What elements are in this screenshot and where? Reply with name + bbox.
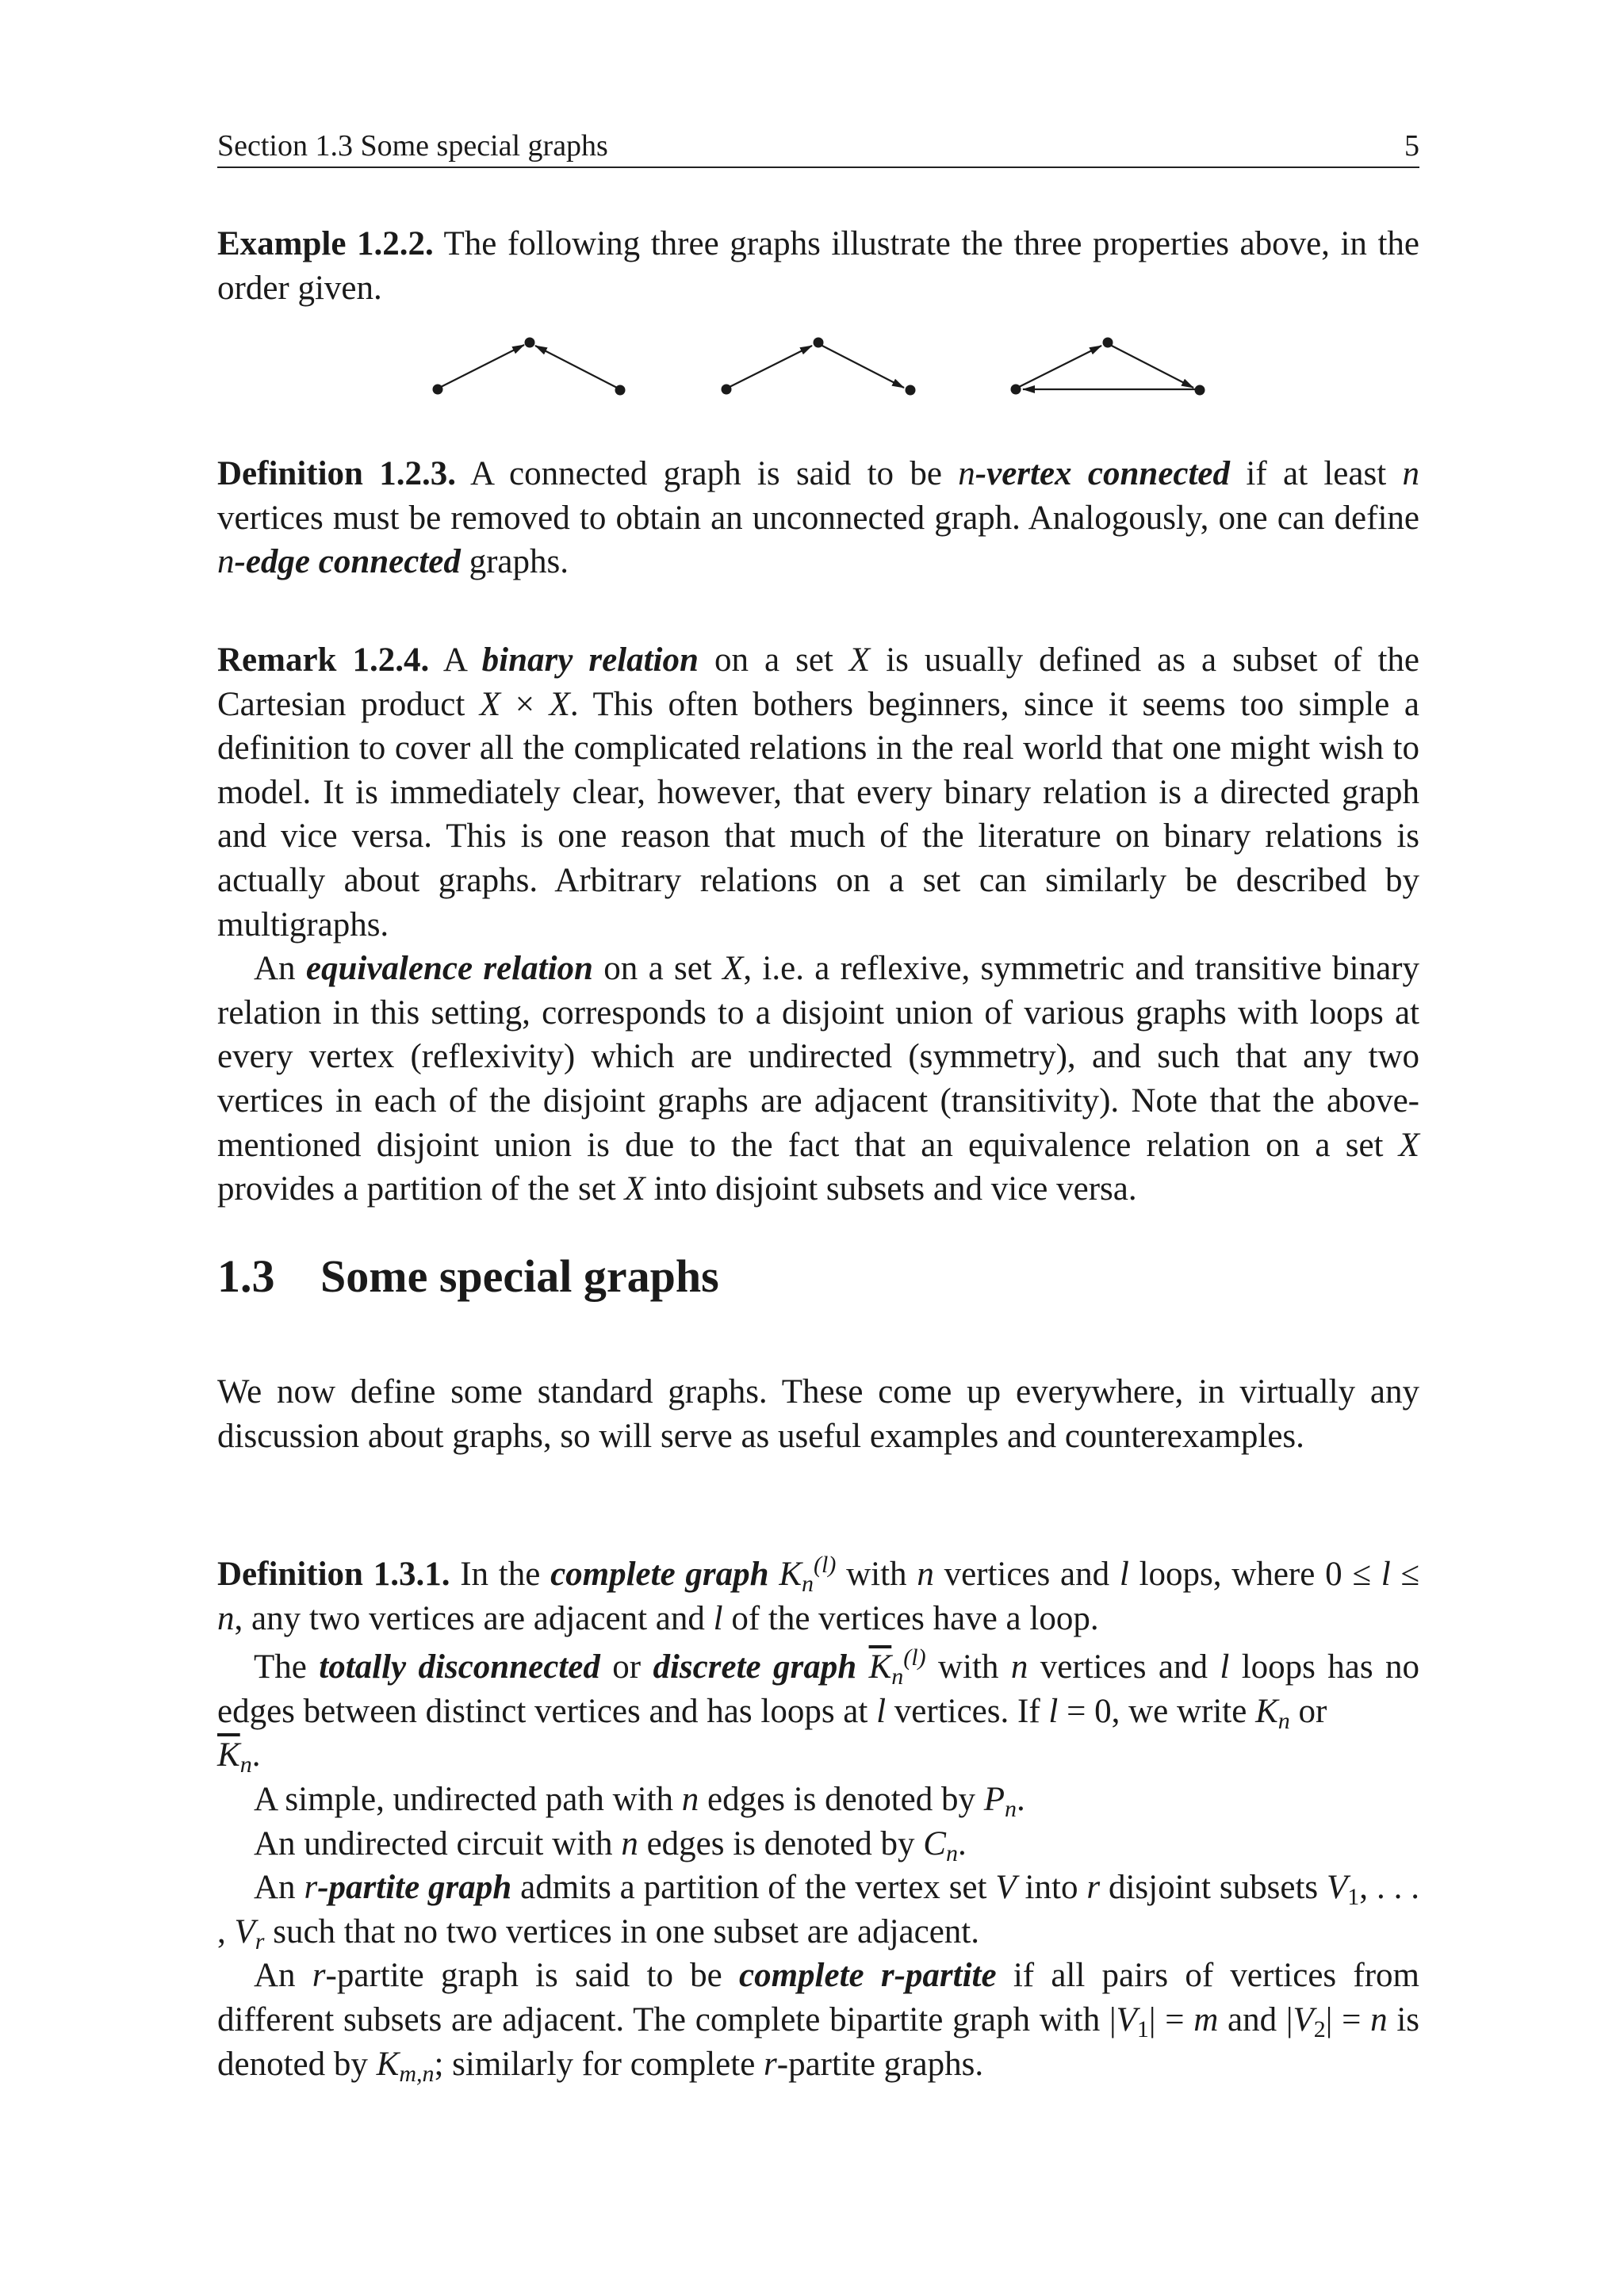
remark-label: Remark 1.2.4. xyxy=(217,641,430,679)
graph-2-edge-a xyxy=(726,346,812,389)
section-number: 1.3 xyxy=(217,1250,275,1302)
remark-paragraph-2: An equivalence relation on a set X, i.e. a reflexive, symmetric and transitive binary relation in this setting, corresponds to a disjoint union of various graphs with loops at every vertex (reflexivity) which are undirected (symmetry), and such that any two vertices in each of the disjoint graphs are adjacent (transitivity). Note that the above-mentioned disjoint union is due to the fact that an equivalence relation on a set X provides a partition of the set X into disjoint subsets and vice versa. xyxy=(217,950,1419,1208)
page-number: 5 xyxy=(1404,129,1419,163)
term-complete-graph: complete graph xyxy=(550,1556,769,1593)
graph-1 xyxy=(433,338,626,396)
term-equivalence-relation: equivalence relation xyxy=(305,950,593,988)
symbol-kbar-n: $\overline{K}_n$ xyxy=(217,1736,252,1778)
definition-1-3-1-label: Definition 1.3.1. xyxy=(217,1556,450,1593)
symbol-k-m-n: $K_{m,n}$ xyxy=(376,2045,435,2087)
term-complete-r-partite: complete r-partite xyxy=(739,1957,997,1995)
definition-1-3-1-paragraph-2: The totally disconnected or discrete graph $\overline{K}_n^{(l)}$ with n vertices and l loops has no edges between distinct vertices and has loops at l vertices. If l = 0, we write $K_n$ or $\overline{K}_n$. xyxy=(217,1644,1420,1778)
section-intro-paragraph: We now define some standard graphs. These come up everywhere, in virtually any discussion about graphs, so will serve as useful examples and counterexamples. xyxy=(217,1373,1419,1455)
definition-1-3-1-paragraph-1: Definition 1.3.1. In the complete graph $K_n^{(l)}$ with n vertices and l loops, where 0 ≤ l ≤ n, any two vertices are adjacent and l of the vertices have a loop. xyxy=(217,1552,1420,1637)
definition-1-2-3-label: Definition 1.2.3. xyxy=(217,455,457,492)
graph-3-vertex-top xyxy=(1103,338,1113,348)
term-n-vertex-connected: -vertex connected xyxy=(975,455,1231,492)
graph-3-vertex-left xyxy=(1011,385,1021,395)
section-title: Some special graphs xyxy=(320,1250,719,1302)
example-graphs xyxy=(0,0,1624,444)
graph-3-edge-a xyxy=(1016,346,1101,389)
symbol-k-n-l: $K_n^{(l)}$ xyxy=(779,1552,837,1597)
symbol-p-n: $P_n$ xyxy=(983,1780,1017,1822)
graph-2 xyxy=(722,338,916,396)
definition-1-2-3 xyxy=(217,452,1419,584)
running-header-section: Section 1.3 Some special graphs xyxy=(217,129,608,163)
section-heading xyxy=(217,1249,719,1304)
graph-1-edge-a xyxy=(438,345,524,389)
symbol-k-n: $K_n$ xyxy=(1255,1692,1290,1734)
graph-1-vertex-left xyxy=(433,385,443,395)
term-n-edge-connected: -edge connected xyxy=(234,543,461,581)
graph-1-edge-b xyxy=(535,346,620,389)
graph-2-vertex-top xyxy=(814,338,824,348)
graph-3 xyxy=(1011,338,1205,396)
example-label: Example 1.2.2. xyxy=(217,225,434,262)
graph-2-edge-b xyxy=(819,344,904,388)
term-r-partite-graph: -partite graph xyxy=(317,1869,512,1907)
remark-paragraph-1: Remark 1.2.4. A binary relation on a set X is usually defined as a subset of the Cartesian product X × X. This often bothers beginners, since it seems too simple a definition to cover all the complicated relations in the real world that one might wish to model. It is immediately clear, however, that every binary relation is a directed graph and vice versa. This is one reason that much of the literature on binary relations is actually about graphs. Arbitrary relations on a set can similarly be described by multigraphs. xyxy=(217,641,1419,944)
graph-2-vertex-right xyxy=(906,385,916,396)
graph-2-vertex-left xyxy=(722,385,732,395)
remark-1-2-4 xyxy=(217,638,1419,1212)
definition-1-3-1 xyxy=(217,1552,1419,2086)
graph-3-vertex-right xyxy=(1195,385,1205,396)
definition-1-2-3-paragraph: Definition 1.2.3. A connected graph is said to be n-vertex connected if at least n vertices must be removed to obtain an unconnected graph. Analogously, one can define n-edge connected graphs. xyxy=(217,455,1420,581)
definition-1-3-1-paragraph-6: An r-partite graph is said to be complete r-partite if all pairs of vertices from different subsets are adjacent. The complete bipartite graph with $|V_1| = m$ and $|V_2| = n$ is denoted by $K_{m,n}$; similarly for complete r-partite graphs. xyxy=(217,1957,1420,2087)
term-discrete-graph: discrete graph xyxy=(653,1648,857,1686)
symbol-c-n: $C_n$ xyxy=(923,1824,958,1866)
graph-1-vertex-right xyxy=(615,385,626,396)
definition-1-3-1-paragraph-4: An undirected circuit with n edges is denoted by $C_n$. xyxy=(254,1824,967,1866)
definition-1-3-1-paragraph-3: A simple, undirected path with n edges is denoted by $P_n$. xyxy=(254,1780,1025,1822)
graph-1-vertex-top xyxy=(525,338,535,348)
term-binary-relation: binary relation xyxy=(481,641,699,679)
symbol-kbar-n-l: $\overline{K}_n^{(l)}$ xyxy=(868,1644,926,1690)
term-totally-disconnected: totally disconnected xyxy=(319,1648,600,1686)
graph-3-edge-b xyxy=(1109,344,1193,388)
example-paragraph: Example 1.2.2. The following three graphs illustrate the three properties above, in the order given. xyxy=(217,225,1419,307)
definition-1-3-1-paragraph-5: An r-partite graph admits a partition of the vertex set V into r disjoint subsets $V_1$, . . . , $V_r$ such that no two vertices in one subset are adjacent. xyxy=(217,1869,1419,1954)
section-intro xyxy=(217,1370,1419,1458)
